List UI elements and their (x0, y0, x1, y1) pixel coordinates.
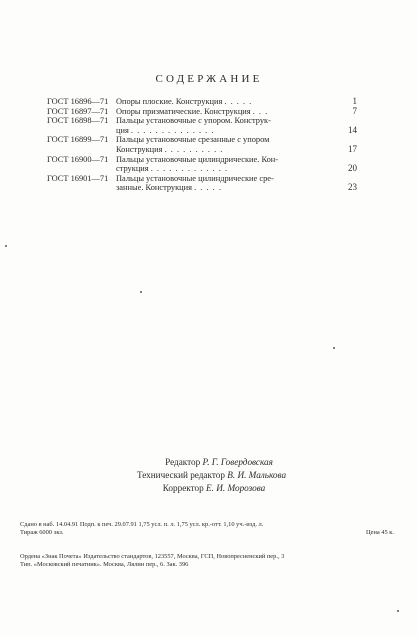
toc-page-number: 23 (348, 182, 357, 193)
editor-label: Редактор (165, 457, 201, 467)
toc-page-number: 14 (348, 124, 357, 135)
toc-leader-dots: . . . . . (194, 183, 222, 193)
toc-title-line: Пальцы установочные срезанные с упором (116, 135, 270, 145)
toc-entry (47, 107, 357, 117)
toc-title-line: Пальцы установочные с упором. Конструк- (116, 116, 271, 126)
scan-speck (140, 291, 142, 293)
scan-speck (5, 245, 7, 247)
corrector-name: Е. И. Морозова (206, 483, 266, 493)
toc-title-line: Опоры призматические. Конструкция (116, 106, 251, 116)
tech-editor-name: В. И. Малькова (227, 470, 287, 480)
toc-leader-dots: . . . . . (224, 97, 253, 106)
toc-entry (47, 135, 357, 154)
toc-title-line: струкция (116, 164, 149, 174)
scan-speck (397, 610, 399, 612)
toc-standard-code: ГОСТ 16896—71 (47, 97, 109, 106)
corrector-label: Корректор (162, 483, 204, 493)
publisher-details (20, 553, 394, 569)
table-of-contents (47, 97, 357, 193)
toc-entry (47, 97, 357, 107)
toc-title-line: ция (116, 125, 129, 135)
toc-entry (47, 155, 357, 174)
toc-page-number: 7 (352, 105, 357, 116)
tech-editor-label: Технический редактор (136, 470, 225, 480)
tech-editor-line (5, 469, 418, 482)
toc-title-line: Конструкция (116, 144, 163, 154)
toc-standard-code: ГОСТ 16900—71 (47, 154, 109, 164)
toc-standard-code: ГОСТ 16899—71 (47, 135, 109, 145)
toc-leader-dots: . . . . . . . . . . . . . (150, 164, 229, 174)
corrector-line (10, 482, 418, 495)
editor-name: Р. Г. Говердовская (202, 457, 273, 467)
toc-leader-dots: . . . (252, 106, 269, 116)
print-run: Тираж 6000 экз. (20, 529, 64, 536)
toc-page-number: 20 (348, 163, 357, 174)
print-details (20, 521, 394, 537)
toc-page-number: 1 (352, 96, 357, 106)
toc-standard-code: ГОСТ 16901—71 (47, 173, 109, 183)
print-details-line: Сдано в наб. 14.04.91 Подп. к печ. 29.07.91 1,75 усл. п. л. 1,75 усл. кр.-отт. 1,10 уч.-изд. л. (20, 521, 264, 528)
contents-title: СОДЕРЖАНИЕ (155, 73, 263, 85)
price: Цена 45 к. (366, 529, 394, 536)
toc-entry (47, 116, 357, 135)
editor-line (20, 456, 418, 469)
credits-block (0, 456, 418, 495)
printer-line: Тип. «Московский печатник». Москва, Лялин пер., 6. Зак. 396 (20, 561, 189, 568)
toc-leader-dots: . . . . . . . . . . . . . . (130, 125, 215, 135)
toc-title-line: Пальцы установочные цилиндрические сре- (116, 173, 274, 183)
toc-standard-code: ГОСТ 16898—71 (47, 116, 109, 126)
toc-entry (47, 174, 357, 193)
toc-leader-dots: . . . . . . . . . . (164, 144, 224, 154)
toc-title-line: Опоры плоские. Конструкция (116, 97, 223, 106)
scan-speck (333, 347, 335, 349)
toc-title-line: Пальцы установочные цилиндрические. Кон- (116, 154, 279, 164)
toc-page-number: 17 (348, 143, 357, 154)
toc-title-line: занные. Конструкция (116, 183, 192, 193)
toc-standard-code: ГОСТ 16897—71 (47, 106, 109, 116)
publisher-line: Ордена «Знак Почета» Издательство стандартов, 123557, Москва, ГСП, Новопресненский пер., 3 (20, 553, 285, 560)
